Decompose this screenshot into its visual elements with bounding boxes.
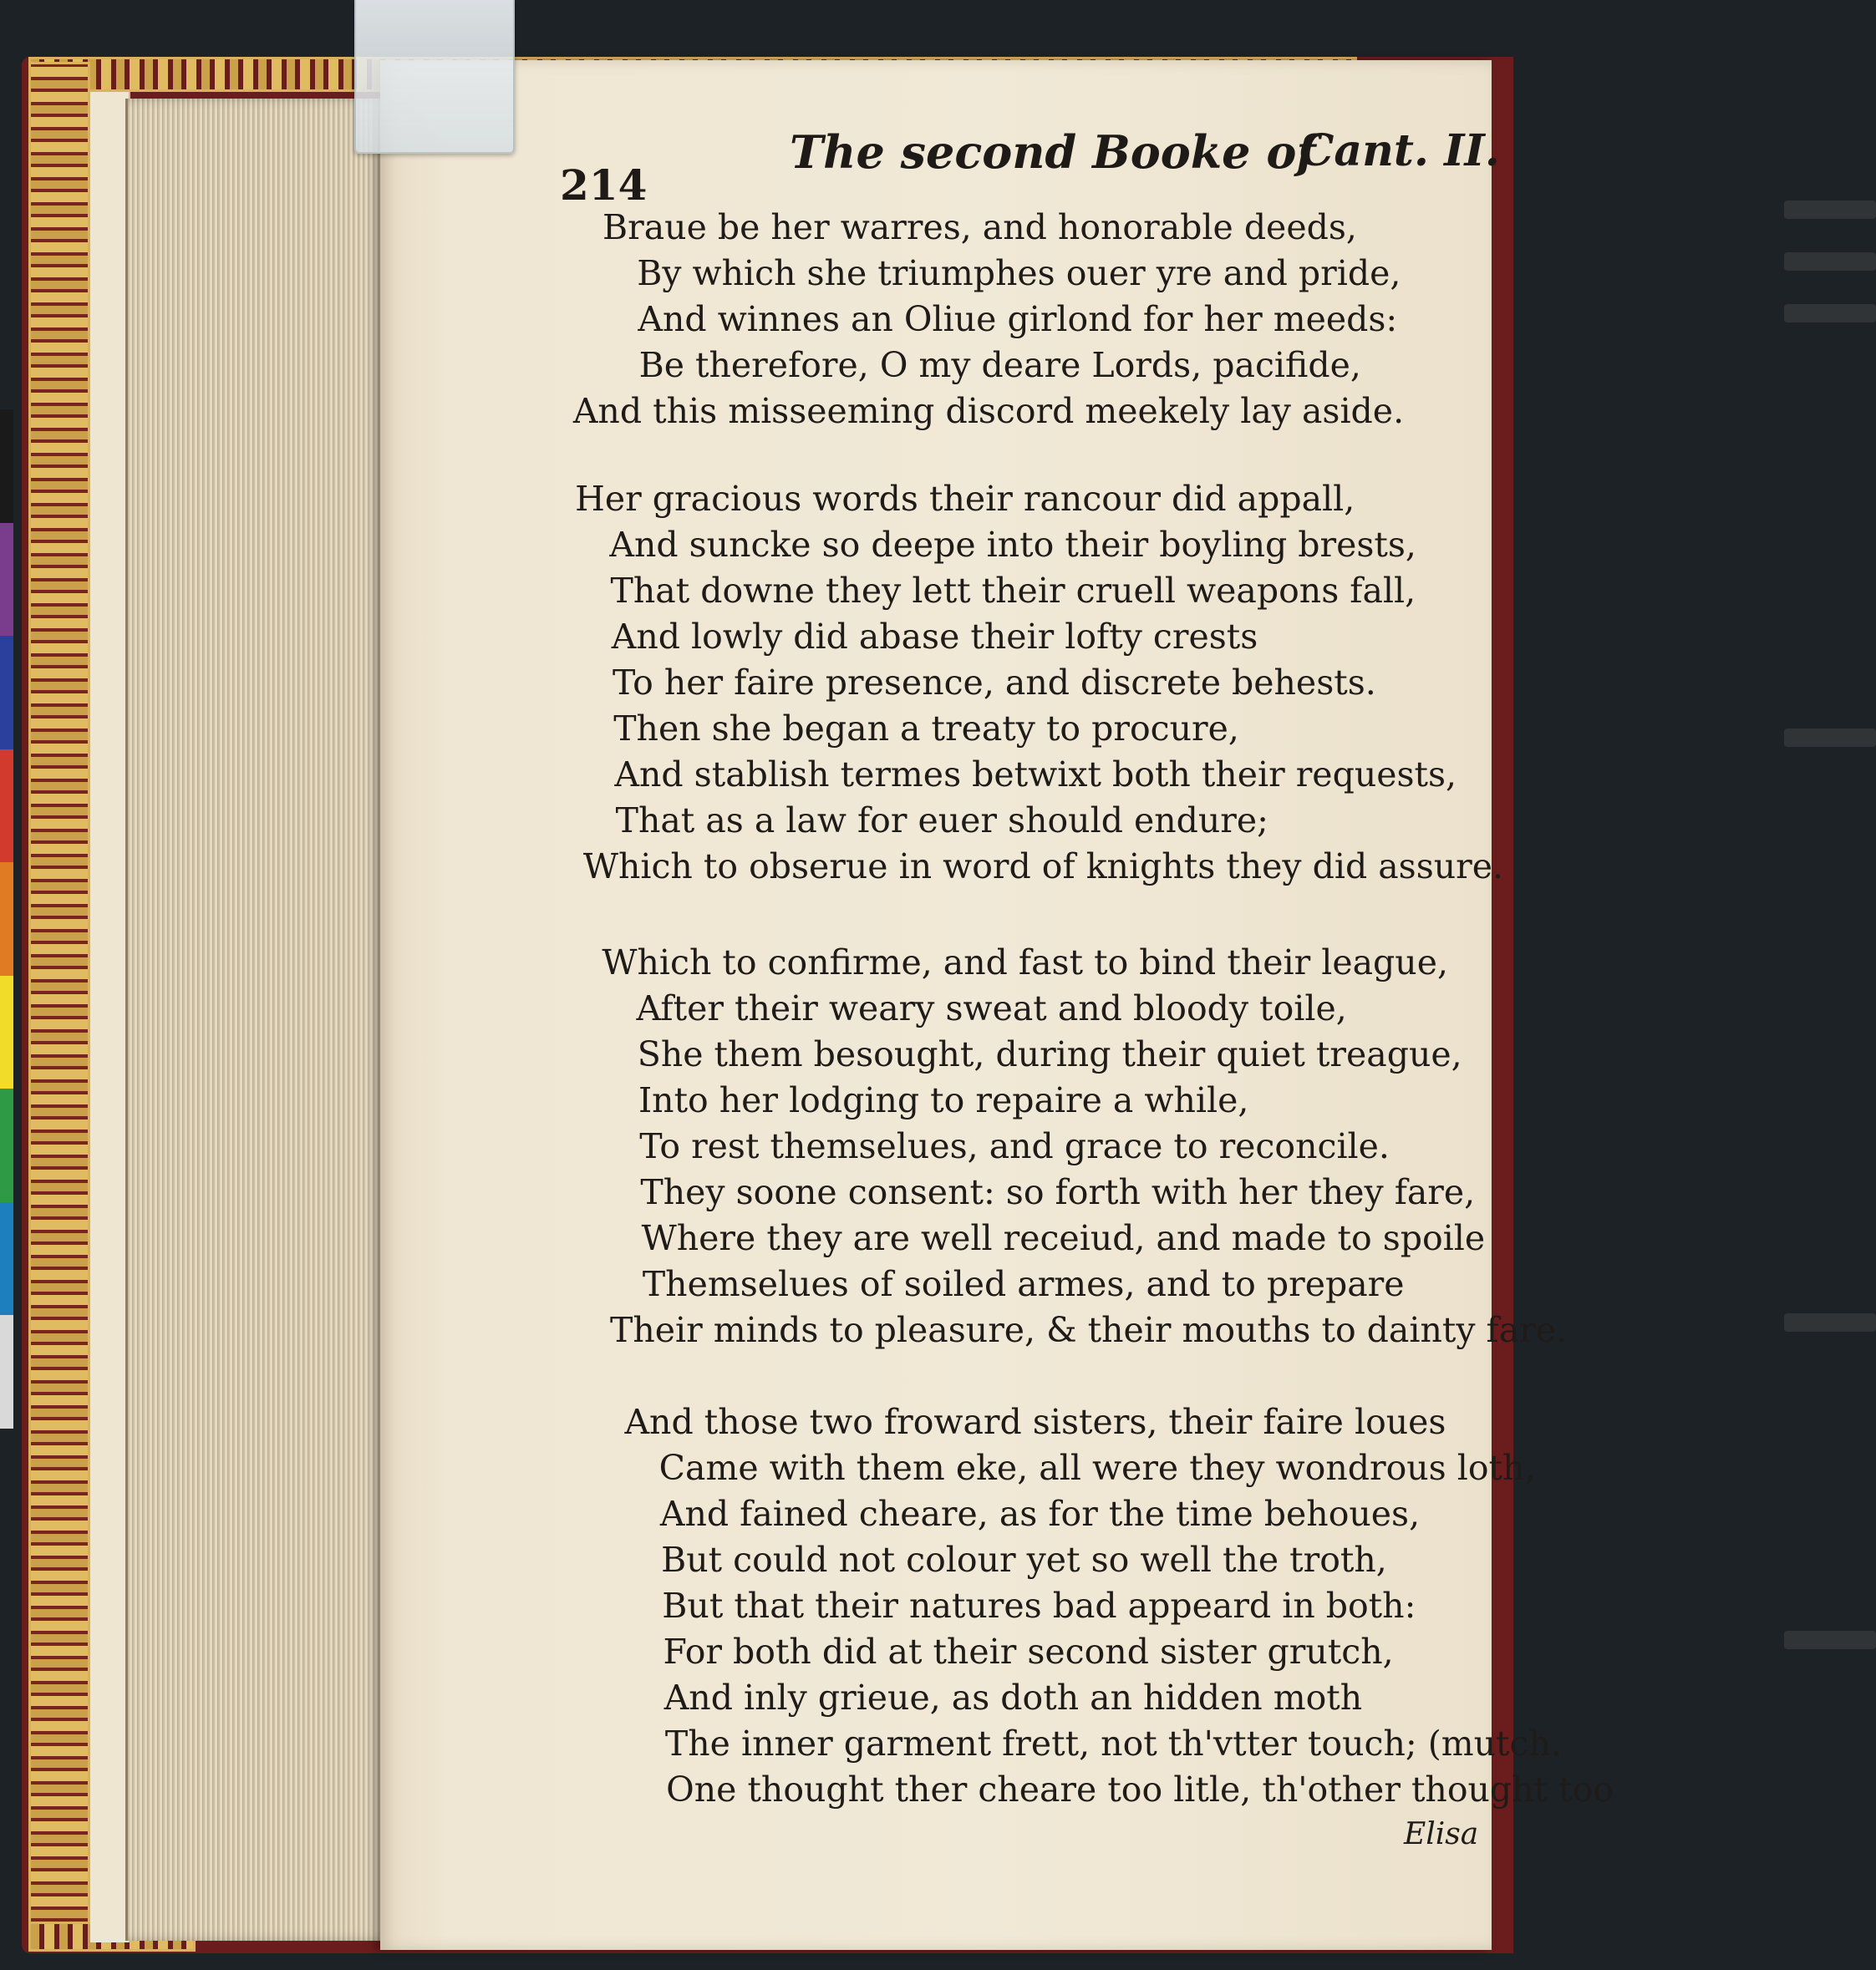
verse-line: She them besought, during their quiet treague,	[637, 1034, 1462, 1074]
bleed-through-mark	[1784, 252, 1876, 271]
verse-line: But that their natures bad appeard in both:	[662, 1586, 1416, 1626]
bleed-through-mark	[1784, 1631, 1876, 1649]
verse-line: But could not colour yet so well the troth,	[661, 1540, 1387, 1580]
verse-line: Then she began a treaty to procure,	[613, 708, 1239, 749]
verse-line: Which to confirme, and fast to bind their league,	[602, 942, 1448, 982]
gilt-border-left	[28, 62, 90, 1946]
verse-line: Her gracious words their rancour did appall,	[575, 479, 1355, 519]
verse-line: For both did at their second sister grutch,	[663, 1632, 1394, 1672]
verse-line: After their weary sweat and bloody toile,	[636, 988, 1347, 1028]
verse-line: Their minds to pleasure, & their mouths to dainty fare.	[610, 1310, 1568, 1350]
verse-line: Came with them eke, all were they wondrous loth,	[658, 1448, 1536, 1488]
verse-line: To her faire presence, and discrete behests.	[612, 663, 1376, 703]
verse-line: And stablish termes betwixt both their requests,	[614, 754, 1457, 795]
verse-line: And inly grieue, as doth an hidden moth	[663, 1678, 1363, 1718]
running-title: The second Booke of	[790, 125, 1316, 179]
calibration-swatch	[0, 523, 13, 637]
calibration-swatch	[0, 976, 13, 1089]
bleed-through-mark	[1784, 201, 1876, 219]
catchword: Elisa	[1404, 1817, 1479, 1851]
bleed-through-mark	[1784, 729, 1876, 747]
verse-line: They soone consent: so forth with her they fare,	[640, 1172, 1476, 1212]
verse-line: And this misseeming discord meekely lay aside.	[572, 391, 1405, 431]
verse-line: Into her lodging to repaire a while,	[638, 1080, 1249, 1120]
end-paper	[90, 92, 130, 1942]
verse-line: And those two froward sisters, their faire loues	[624, 1402, 1446, 1442]
verse-line: Themselues of soiled armes, and to prepare	[642, 1264, 1405, 1304]
calibration-swatch	[0, 409, 13, 523]
page-edges	[125, 99, 395, 1941]
calibration-swatch	[0, 1315, 13, 1429]
color-calibration-strip	[0, 409, 13, 1429]
verse-line: The inner garment frett, not th'vtter touch; (mutch.	[664, 1724, 1562, 1764]
bleed-through-mark	[1784, 1313, 1876, 1332]
calibration-swatch	[0, 749, 13, 863]
page-number: 214	[560, 160, 648, 210]
verse-line: Braue be her warres, and honorable deeds,	[602, 207, 1357, 247]
verse-line: Be therefore, O my deare Lords, pacifide,	[638, 345, 1361, 385]
verse-line: And fained cheare, as for the time behoues,	[659, 1494, 1421, 1534]
calibration-swatch	[0, 636, 13, 749]
verse-line: One thought ther cheare too litle, th'other thought too	[666, 1769, 1614, 1810]
verse-line: That as a law for euer should endure;	[615, 800, 1268, 840]
verse-line: Which to obserue in word of knights they did assure.	[582, 846, 1504, 886]
verse-line: And suncke so deepe into their boyling brests,	[609, 525, 1416, 565]
verse-line: That downe they lett their cruell weapons fall,	[610, 571, 1416, 611]
bleed-through-mark	[1784, 304, 1876, 322]
verse-line: Where they are well receiud, and made to spoile	[641, 1218, 1486, 1258]
verse-line: To rest themselues, and grace to reconcile.	[639, 1126, 1390, 1166]
verse-line: And lowly did abase their lofty crests	[611, 617, 1258, 657]
verse-line: And winnes an Oliue girlond for her meeds:	[638, 299, 1398, 339]
calibration-swatch	[0, 1089, 13, 1202]
library-page-tab	[354, 0, 515, 154]
verse-line: By which she triumphes ouer yre and pride,	[637, 253, 1401, 293]
calibration-swatch	[0, 1202, 13, 1316]
canto-label: Cant. II.	[1299, 125, 1500, 176]
calibration-swatch	[0, 862, 13, 976]
